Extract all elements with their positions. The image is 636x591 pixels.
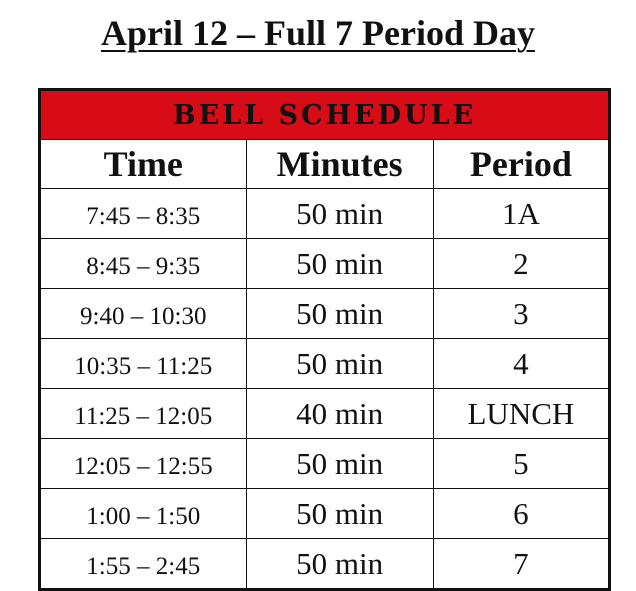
minutes-cell: 50 min [246,239,433,289]
table-row [40,389,610,439]
time-cell: 1:00 – 1:50 [40,489,247,539]
minutes-cell: 50 min [246,539,433,590]
period-cell: 1A [433,189,609,239]
minutes-cell: 40 min [246,389,433,439]
period-cell: 6 [433,489,609,539]
period-cell: 5 [433,439,609,489]
bell-schedule-banner: BELL SCHEDULE [40,90,610,140]
minutes-cell: 50 min [246,189,433,239]
time-cell: 11:25 – 12:05 [40,389,247,439]
column-header-minutes: Minutes [246,140,433,189]
period-cell: 2 [433,239,609,289]
minutes-cell: 50 min [246,289,433,339]
table-row [40,189,610,239]
time-cell: 8:45 – 9:35 [40,239,247,289]
table-row [40,239,610,289]
column-header-time: Time [40,140,247,189]
header-row [40,140,610,189]
time-cell: 1:55 – 2:45 [40,539,247,590]
table-row [40,489,610,539]
table-row [40,289,610,339]
period-cell: LUNCH [433,389,609,439]
minutes-cell: 50 min [246,339,433,389]
banner-row [40,90,610,140]
time-cell: 7:45 – 8:35 [40,189,247,239]
period-cell: 7 [433,539,609,590]
minutes-cell: 50 min [246,439,433,489]
minutes-cell: 50 min [246,489,433,539]
time-cell: 9:40 – 10:30 [40,289,247,339]
page-title-text: April 12 – Full 7 Period Day [101,13,535,53]
table-row [40,439,610,489]
column-header-period: Period [433,140,609,189]
bell-schedule-table [38,88,611,591]
page-title [0,10,636,56]
period-cell: 4 [433,339,609,389]
table-row [40,539,610,590]
time-cell: 12:05 – 12:55 [40,439,247,489]
period-cell: 3 [433,289,609,339]
time-cell: 10:35 – 11:25 [40,339,247,389]
table-row [40,339,610,389]
